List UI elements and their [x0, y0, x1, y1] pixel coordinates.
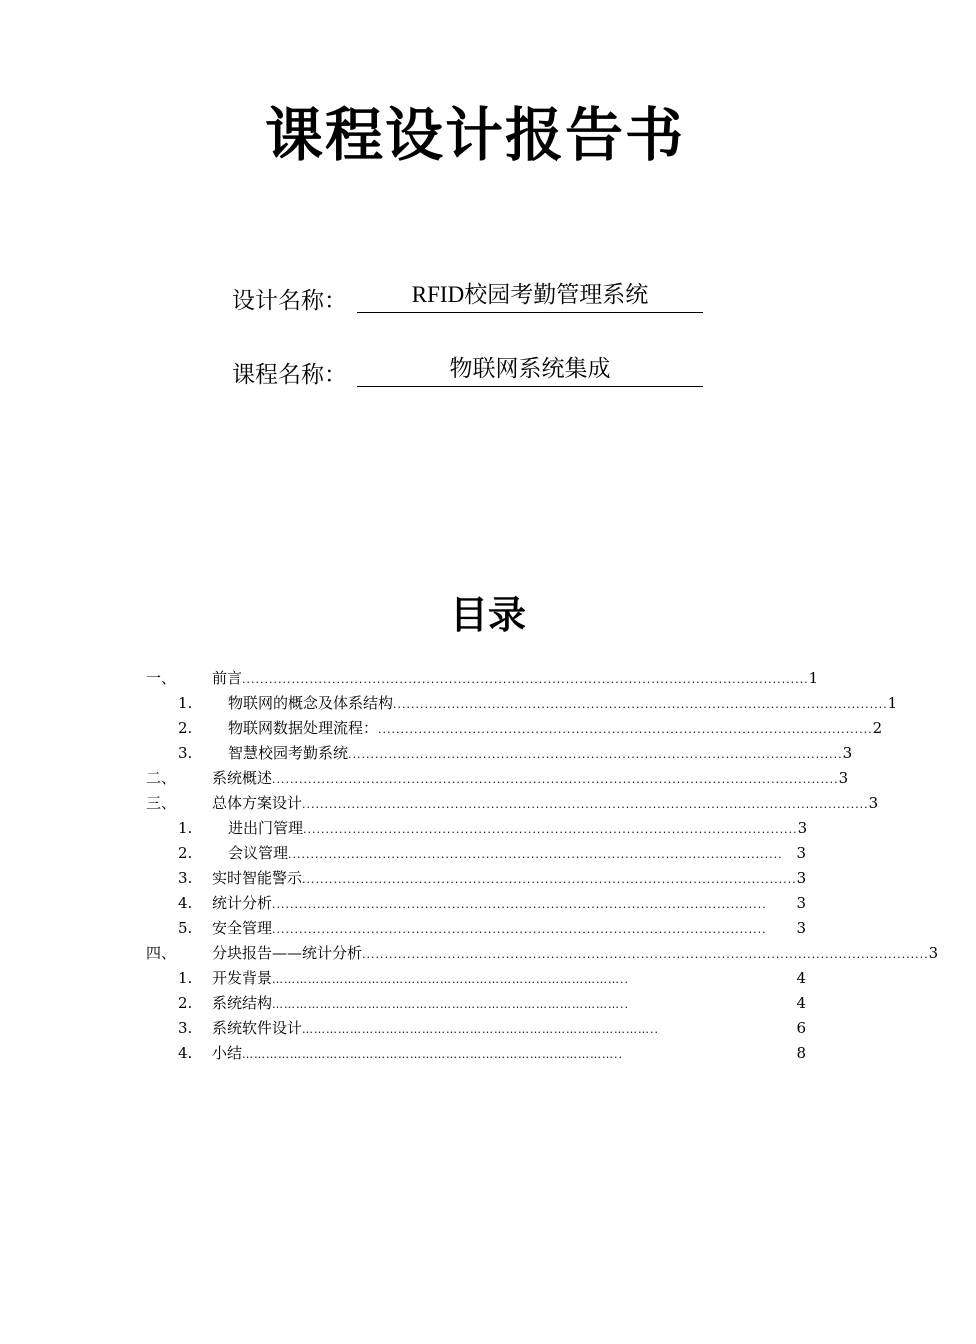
- course-name-row: [232, 352, 712, 392]
- toc-entry-leader: ..............................................................................................................: [272, 898, 767, 911]
- toc-entry-page: 3: [796, 869, 807, 887]
- toc-entry-leader: ..............................................................................................................: [272, 923, 767, 936]
- toc-entry-leader: ……………………………………………………………………………..: [272, 973, 630, 986]
- toc-entry-text: 物联网的概念及体系结构: [228, 694, 394, 712]
- toc-entry-number: 5.: [178, 919, 193, 937]
- toc-entry[interactable]: [178, 991, 806, 1015]
- toc-entry-leader: ..............................................................................................................: [302, 873, 797, 886]
- toc-entry-number: 2.: [178, 994, 193, 1012]
- toc-entry[interactable]: [146, 791, 879, 815]
- toc-entry-page: 4: [796, 969, 806, 987]
- design-name-label: 设计名称：: [232, 288, 347, 314]
- toc-entry-leader: ..............................................................................................................................: [362, 948, 929, 961]
- toc-entry-page: 1: [887, 694, 898, 712]
- toc-entry-number: 3.: [178, 869, 193, 887]
- toc-entry-number: 4.: [178, 1044, 193, 1062]
- toc-entry-page: 8: [796, 1044, 806, 1062]
- toc-entry[interactable]: [178, 916, 806, 940]
- toc-entry-page: 3: [796, 844, 806, 862]
- toc-entry-text: 物联网数据处理流程：: [228, 719, 379, 737]
- toc-entry[interactable]: [146, 666, 819, 690]
- toc-entry-page: 2: [872, 719, 883, 737]
- toc-entry-text: 实时智能警示: [212, 869, 303, 887]
- toc-entry-number: 1.: [178, 694, 193, 712]
- toc-entry-leader: ..............................................................................................................: [288, 848, 783, 861]
- toc-entry-page: 3: [796, 919, 806, 937]
- toc-entry-text: 系统软件设计: [212, 1019, 303, 1037]
- toc-entry-leader: ..............................................................................................................................: [242, 673, 809, 686]
- toc-entry-page: 3: [838, 769, 849, 787]
- document-title: 课程设计报告书: [264, 101, 685, 169]
- toc-entry-number: 四、: [146, 944, 177, 962]
- toc-entry[interactable]: [178, 1016, 806, 1040]
- toc-entry-leader: ..............................................................................................................................: [302, 798, 869, 811]
- toc-entry-leader: ..............................................................................................................................: [272, 773, 839, 786]
- toc-entry-page: 4: [796, 994, 806, 1012]
- toc-entry-number: 二、: [146, 769, 177, 787]
- toc-entry-leader: ……………………………………………………………………………..: [272, 998, 630, 1011]
- toc-entry-leader: ……………………………………………………………………………..: [302, 1023, 660, 1036]
- toc-entry-leader: ..............................................................................................................: [303, 823, 798, 836]
- toc-entry-number: 3.: [178, 1019, 193, 1037]
- toc-entry-text: 开发背景: [212, 969, 273, 987]
- toc-entry-page: 3: [868, 794, 879, 812]
- toc-entry-text: 分块报告——统计分析: [212, 944, 363, 962]
- toc-entry[interactable]: [178, 816, 806, 840]
- toc-entry-text: 系统概述: [212, 769, 273, 787]
- toc-entry[interactable]: [146, 766, 849, 790]
- toc-entry-page: 6: [796, 1019, 806, 1037]
- toc-entry[interactable]: [178, 691, 898, 715]
- toc-entry-text: 小结: [212, 1044, 243, 1062]
- toc-entry-text: 总体方案设计: [212, 794, 303, 812]
- toc-entry-text: 统计分析: [212, 894, 273, 912]
- toc-entry-number: 1.: [178, 819, 193, 837]
- design-name-row: [232, 278, 712, 318]
- toc-entry-page: 3: [928, 944, 939, 962]
- toc-entry[interactable]: [178, 891, 806, 915]
- toc-entry-page: 3: [797, 819, 808, 837]
- toc-entry-leader: ..............................................................................................................: [393, 698, 888, 711]
- toc-entry-page: 3: [842, 744, 853, 762]
- toc-entry-number: 2.: [178, 719, 193, 737]
- toc-entry[interactable]: [146, 941, 939, 965]
- course-name-value: 物联网系统集成: [357, 352, 703, 387]
- toc-entry-number: 2.: [178, 844, 193, 862]
- course-name-label: 课程名称：: [232, 362, 347, 388]
- toc-entry-leader: …………………………………………………………………………………..: [242, 1048, 624, 1061]
- toc-entry-leader: ..............................................................................................................: [348, 748, 843, 761]
- toc-entry[interactable]: [178, 966, 806, 990]
- toc-entry-page: 1: [808, 669, 819, 687]
- toc-entry-text: 进出门管理: [228, 819, 304, 837]
- design-name-value: RFID校园考勤管理系统: [357, 278, 703, 313]
- toc-entry[interactable]: [178, 1041, 806, 1065]
- toc-entry-number: 一、: [146, 669, 177, 687]
- toc-entry-number: 3.: [178, 744, 193, 762]
- toc-entry[interactable]: [178, 716, 883, 740]
- toc-entry-number: 三、: [146, 794, 177, 812]
- toc-entry[interactable]: [178, 741, 853, 765]
- toc-entry-number: 1.: [178, 969, 193, 987]
- toc-entry-leader: ..............................................................................................................: [378, 723, 873, 736]
- toc-entry[interactable]: [178, 866, 806, 890]
- toc-entry[interactable]: [178, 841, 806, 865]
- toc-title: 目录: [449, 593, 526, 637]
- toc-entry-page: 3: [796, 894, 806, 912]
- toc-entry-text: 安全管理: [212, 919, 273, 937]
- toc-entry-text: 会议管理: [228, 844, 289, 862]
- toc-entry-text: 前言: [212, 669, 243, 687]
- toc-entry-number: 4.: [178, 894, 193, 912]
- toc-entry-text: 智慧校园考勤系统: [228, 744, 349, 762]
- toc-entry-text: 系统结构: [212, 994, 273, 1012]
